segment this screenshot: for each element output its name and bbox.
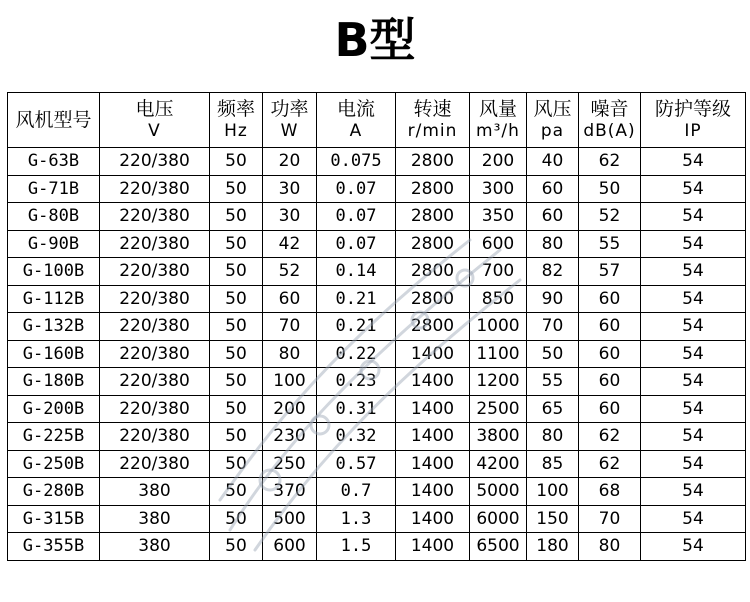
cell-frequency: 50 [210,450,263,478]
cell-protection: 54 [641,395,746,423]
cell-pressure: 180 [527,533,579,561]
cell-protection: 54 [641,258,746,286]
cell-noise: 80 [579,533,641,561]
cell-model: G-160B [8,340,100,368]
header-current [317,93,396,148]
cell-protection: 54 [641,340,746,368]
cell-pressure: 50 [527,340,579,368]
cell-model: G-112B [8,285,100,313]
cell-model: G-80B [8,203,100,231]
cell-airflow: 1000 [470,313,527,341]
cell-protection: 54 [641,230,746,258]
cell-power: 230 [263,423,317,451]
cell-current: 0.07 [317,230,396,258]
cell-voltage: 220/380 [100,258,210,286]
cell-model: G-180B [8,368,100,396]
table-row [8,533,746,561]
cell-airflow: 3800 [470,423,527,451]
cell-speed: 2800 [396,230,470,258]
cell-noise: 55 [579,230,641,258]
cell-frequency: 50 [210,340,263,368]
table-row [8,505,746,533]
cell-speed: 2800 [396,203,470,231]
cell-speed: 1400 [396,533,470,561]
cell-frequency: 50 [210,395,263,423]
cell-voltage: 220/380 [100,148,210,176]
cell-current: 0.7 [317,478,396,506]
cell-model: G-132B [8,313,100,341]
header-power-unit: W [280,121,299,141]
header-power [263,93,317,148]
cell-frequency: 50 [210,175,263,203]
table-row [8,203,746,231]
header-pressure-label: 风压 [533,98,572,120]
cell-model: G-200B [8,395,100,423]
cell-current: 1.3 [317,505,396,533]
cell-power: 500 [263,505,317,533]
cell-voltage: 220/380 [100,368,210,396]
cell-airflow: 1100 [470,340,527,368]
cell-frequency: 50 [210,148,263,176]
cell-frequency: 50 [210,230,263,258]
header-power-label: 功率 [270,98,309,120]
header-frequency [210,93,263,148]
header-airflow [470,93,527,148]
cell-protection: 54 [641,368,746,396]
cell-airflow: 300 [470,175,527,203]
cell-pressure: 80 [527,230,579,258]
header-voltage [100,93,210,148]
cell-airflow: 6500 [470,533,527,561]
cell-airflow: 600 [470,230,527,258]
cell-pressure: 60 [527,203,579,231]
header-noise [579,93,641,148]
cell-speed: 1400 [396,478,470,506]
cell-pressure: 100 [527,478,579,506]
spec-table [7,92,746,561]
cell-frequency: 50 [210,533,263,561]
cell-current: 1.5 [317,533,396,561]
cell-pressure: 150 [527,505,579,533]
cell-pressure: 60 [527,175,579,203]
table-header-row [8,93,746,148]
cell-noise: 70 [579,505,641,533]
cell-pressure: 80 [527,423,579,451]
cell-protection: 54 [641,313,746,341]
header-model-label: 风机型号 [15,109,92,131]
cell-noise: 60 [579,395,641,423]
cell-noise: 60 [579,368,641,396]
cell-power: 370 [263,478,317,506]
cell-noise: 62 [579,450,641,478]
cell-voltage: 220/380 [100,203,210,231]
header-voltage-label: 电压 [135,98,174,120]
table-row [8,395,746,423]
cell-speed: 2800 [396,148,470,176]
cell-model: G-71B [8,175,100,203]
table-row [8,148,746,176]
cell-current: 0.23 [317,368,396,396]
cell-voltage: 220/380 [100,175,210,203]
cell-protection: 54 [641,478,746,506]
cell-airflow: 6000 [470,505,527,533]
cell-noise: 60 [579,340,641,368]
cell-model: G-100B [8,258,100,286]
cell-protection: 54 [641,203,746,231]
cell-speed: 2800 [396,175,470,203]
cell-frequency: 50 [210,478,263,506]
cell-current: 0.14 [317,258,396,286]
cell-voltage: 380 [100,505,210,533]
table-row [8,478,746,506]
cell-voltage: 220/380 [100,313,210,341]
cell-power: 600 [263,533,317,561]
header-frequency-label: 频率 [216,98,255,120]
cell-power: 200 [263,395,317,423]
cell-pressure: 40 [527,148,579,176]
cell-current: 0.32 [317,423,396,451]
header-airflow-unit: m³/h [476,121,520,141]
cell-model: G-355B [8,533,100,561]
header-current-label: 电流 [336,98,375,120]
cell-airflow: 4200 [470,450,527,478]
header-speed-label: 转速 [413,98,452,120]
cell-speed: 2800 [396,258,470,286]
cell-voltage: 220/380 [100,230,210,258]
table-row [8,313,746,341]
cell-frequency: 50 [210,203,263,231]
cell-power: 42 [263,230,317,258]
cell-noise: 60 [579,313,641,341]
cell-speed: 2800 [396,285,470,313]
cell-power: 250 [263,450,317,478]
cell-noise: 62 [579,148,641,176]
cell-current: 0.21 [317,285,396,313]
cell-protection: 54 [641,285,746,313]
cell-current: 0.31 [317,395,396,423]
header-speed-unit: r/min [407,121,458,141]
cell-model: G-225B [8,423,100,451]
cell-airflow: 700 [470,258,527,286]
cell-noise: 68 [579,478,641,506]
cell-speed: 2800 [396,313,470,341]
cell-airflow: 5000 [470,478,527,506]
cell-voltage: 220/380 [100,450,210,478]
cell-airflow: 850 [470,285,527,313]
cell-model: G-280B [8,478,100,506]
cell-protection: 54 [641,423,746,451]
header-voltage-unit: V [148,121,161,141]
cell-protection: 54 [641,450,746,478]
cell-power: 30 [263,175,317,203]
cell-noise: 57 [579,258,641,286]
cell-pressure: 85 [527,450,579,478]
table-row [8,285,746,313]
cell-pressure: 70 [527,313,579,341]
header-frequency-unit: Hz [224,121,248,141]
header-speed [396,93,470,148]
header-pressure-unit: pa [540,121,565,141]
table-row [8,340,746,368]
cell-speed: 1400 [396,450,470,478]
cell-pressure: 65 [527,395,579,423]
cell-voltage: 220/380 [100,285,210,313]
cell-current: 0.21 [317,313,396,341]
cell-model: G-250B [8,450,100,478]
cell-current: 0.07 [317,175,396,203]
header-pressure [527,93,579,148]
cell-power: 20 [263,148,317,176]
cell-power: 80 [263,340,317,368]
cell-noise: 62 [579,423,641,451]
cell-protection: 54 [641,505,746,533]
cell-noise: 50 [579,175,641,203]
cell-voltage: 220/380 [100,423,210,451]
cell-model: G-315B [8,505,100,533]
cell-current: 0.075 [317,148,396,176]
cell-power: 52 [263,258,317,286]
cell-frequency: 50 [210,368,263,396]
header-current-unit: A [349,121,363,141]
cell-current: 0.57 [317,450,396,478]
header-protection-label: 防护等级 [654,98,731,120]
cell-speed: 1400 [396,395,470,423]
cell-protection: 54 [641,175,746,203]
cell-airflow: 350 [470,203,527,231]
table-row [8,258,746,286]
cell-frequency: 50 [210,313,263,341]
table-row [8,175,746,203]
cell-pressure: 90 [527,285,579,313]
header-protection-unit: IP [684,121,702,141]
cell-power: 100 [263,368,317,396]
cell-current: 0.07 [317,203,396,231]
table-row [8,230,746,258]
cell-speed: 1400 [396,423,470,451]
header-noise-unit: dB(A) [583,121,636,141]
cell-airflow: 1200 [470,368,527,396]
header-protection [641,93,746,148]
cell-airflow: 2500 [470,395,527,423]
table-row [8,423,746,451]
cell-power: 60 [263,285,317,313]
cell-pressure: 82 [527,258,579,286]
cell-voltage: 220/380 [100,340,210,368]
cell-current: 0.22 [317,340,396,368]
cell-noise: 52 [579,203,641,231]
cell-voltage: 220/380 [100,395,210,423]
cell-voltage: 380 [100,478,210,506]
header-noise-label: 噪音 [590,98,629,120]
cell-voltage: 380 [100,533,210,561]
header-model [8,93,100,148]
cell-frequency: 50 [210,285,263,313]
table-row [8,368,746,396]
page-title: B型 [334,13,416,67]
cell-model: G-63B [8,148,100,176]
cell-protection: 54 [641,148,746,176]
cell-power: 70 [263,313,317,341]
cell-speed: 1400 [396,505,470,533]
cell-speed: 1400 [396,368,470,396]
cell-protection: 54 [641,533,746,561]
header-airflow-label: 风量 [478,98,517,120]
cell-frequency: 50 [210,505,263,533]
cell-noise: 60 [579,285,641,313]
cell-pressure: 55 [527,368,579,396]
cell-airflow: 200 [470,148,527,176]
cell-model: G-90B [8,230,100,258]
cell-speed: 1400 [396,340,470,368]
cell-power: 30 [263,203,317,231]
table-row [8,450,746,478]
cell-frequency: 50 [210,258,263,286]
cell-frequency: 50 [210,423,263,451]
